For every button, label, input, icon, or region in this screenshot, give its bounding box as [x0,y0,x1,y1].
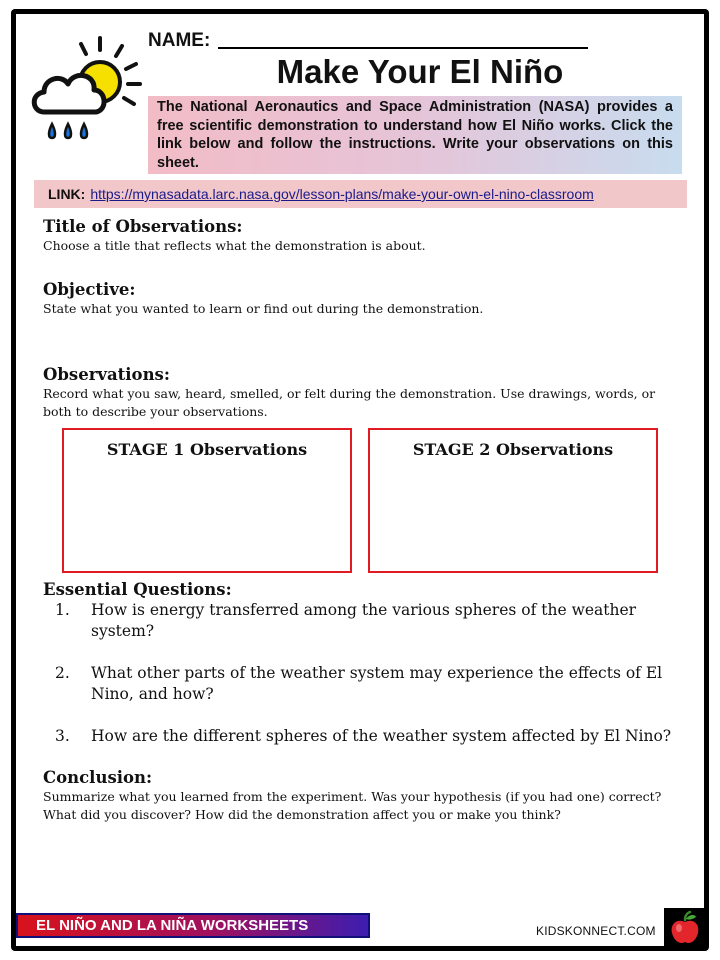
stage1-label: STAGE 1 Observations [106,440,308,459]
question-text: What other parts of the weather system may experience the effects of El Nino, and how? [91,664,663,703]
name-field[interactable] [148,26,588,52]
observations-section [43,365,683,421]
conclusion-section [43,768,683,824]
title-observations-text: Choose a title that reflects what the demonstration is about. [43,238,426,253]
essential-questions-list [43,600,683,747]
intro-text: The National Aeronautics and Space Administration (NASA) provides a free scientific demonstration to understand how El Niño works. Click the link below and follow the instructions. Write your observations on this sheet. [148,96,682,174]
question-item [43,663,683,705]
question-text: How are the different spheres of the weather system affected by El Nino? [91,727,672,745]
conclusion-heading: Conclusion: [43,768,153,787]
objective-text: State what you wanted to learn or find out during the demonstration. [43,301,484,316]
conclusion-text: Summarize what you learned from the experiment. Was your hypothesis (if you had one) correct? What did you discover? How did the demonstration affect you or make you think? [43,789,662,822]
stage2-label: STAGE 2 Observations [412,440,614,459]
title-observations-heading: Title of Observations: [43,217,243,236]
link-label: LINK: [48,186,86,202]
brand-name[interactable]: KIDSKONNECT.COM [536,924,656,938]
apple-icon [664,908,707,950]
page-title: Make Your El Niño [276,53,564,90]
question-text: How is energy transferred among the various spheres of the weather system? [91,601,637,640]
name-underline [218,46,588,49]
name-label: NAME: [148,30,211,51]
objective-heading: Objective: [43,280,136,299]
worksheet-series-banner: EL NIÑO AND LA NIÑA WORKSHEETS [16,913,370,938]
stage2-observation-box[interactable] [368,428,658,573]
question-number: 2. [55,664,70,682]
essential-questions-heading: Essential Questions: [43,580,232,599]
question-number: 1. [55,601,70,619]
demo-link[interactable]: https://mynasadata.larc.nasa.gov/lesson-plans/make-your-own-el-nino-classroom [90,186,594,202]
question-item [43,600,683,642]
apple-logo-badge [664,908,707,950]
sun-cloud-rain-icon [26,34,144,152]
essential-questions-section [43,580,683,600]
question-item [43,726,683,747]
title-observations-section [43,217,683,255]
stage1-observation-box[interactable] [62,428,352,573]
link-bar [34,180,687,208]
observations-heading: Observations: [43,365,170,384]
objective-section [43,280,683,318]
question-number: 3. [55,727,70,745]
observations-text: Record what you saw, heard, smelled, or felt during the demonstration. Use drawings, words, or both to describe your observations. [43,386,656,419]
